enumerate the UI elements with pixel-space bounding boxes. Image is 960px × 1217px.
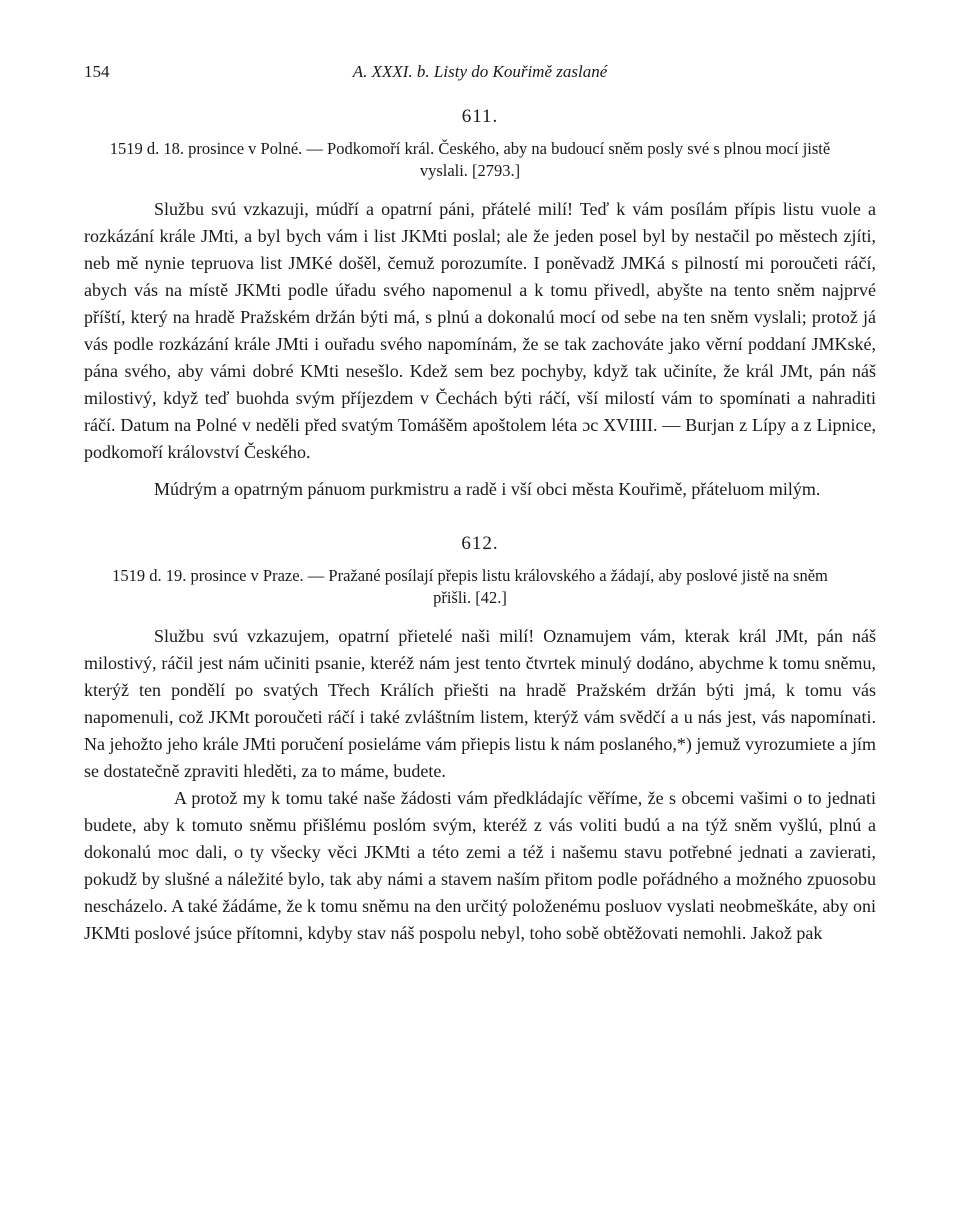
letter-body-paragraph: Službu svú vzkazuji, múdří a opatrní páni, přátelé milí! Teď k vám posílám přípis listu vuole a rozkázání krále JMti, a byl bych vám i list JKMti poslal; ale že jeden posel byl by nestačil po městech zjíti, neb mě nynie tepruova list JMKé došěl, čemuž porozumíte. I poněvadž JMKá s pilností mi poroučeti ráčí, abych vás na místě JKMti podle úřadu svého napomenul a k tomu přivedl, abyšte na tento sněm najprvé příští, který na hradě Pražském držán býti má, s plnú a dokonalú mocí od sebe na ten sněm vyslali; protož já vás podle rozkázání krále JMti i ouřadu svého napomínám, že se tak zachováte jako věrní poddaní JMKské, pána svého, aby vámi dobré KMti nesešlo. Kdež sem bez pochyby, když tak učiníte, že král JMt, pán náš milostivý, když teď buohda svým příjezdem v Čechách býti ráčí, vší milostí vám to spomínati a nahraditi ráčí. Datum na Polné v neděli před svatým Tomášěm apoštolem léta ɔc XVIIII. — Burjan z Lípy a z Lipnice, podkomoří království Českého.	[84, 199, 876, 462]
document-612	[84, 533, 876, 947]
document-number: 612.	[461, 533, 499, 554]
letter-body-paragraph: A protož my k tomu také naše žádosti vám předkládajíc věříme, že s obcemi vašimi o to jednati budete, aby k tomuto sněmu přišlému poslóm svým, kteréž z vás voliti budú a na týž sněm vyšlú, plnú a dokonalú moc dali, o ty všecky věci JKMti a této zemi a též i našemu stavu potřebné jednati a zavierati, pokudž by slušné a náležité bylo, tak aby námi a stavem naším přitom podle pořádného a možného zpuosobu nescházelo. A také žádáme, že k tomu sněmu na den určitý položenému posluov vyslati neobmeškáte, aby oni JKMti poslové jsúce přítomni, kdyby stav náš pospolu nebyl, toho sobě obtěžovati nemohli. Jakož pak	[84, 788, 876, 943]
page-number: 154	[84, 62, 110, 81]
running-title: A. XXXI. b. Listy do Kouřimě zaslané	[352, 62, 608, 81]
letter-address: Múdrým a opatrným pánuom purkmistru a radě i vší obci města Kouřimě, přáteluom milým.	[154, 479, 821, 499]
running-head	[84, 62, 876, 88]
letter-body-paragraph: Službu svú vzkazujem, opatrní přietelé naši milí! Oznamujem vám, kterak král JMt, pán náš milostivý, ráčil jest nám učiniti psanie, kteréž nám jest tento čtvrtek minulý dodáno, abychme k tomu sněmu, kterýž ten pondělí po svatých Třech Králích přiešti na hradě Pražském držán býti jmá, k tomu vás napomenuli, což JKMt poroučeti ráčí i také zvláštním listem, kterýž vám svědčí a u nás jest, vás napomínati. Na jehožto jeho krále JMti poručení posieláme vám přiepis listu k nám poslaného,*) jemuž vyrozumiete a jím se dostatečně zpraviti hleděti, za to máme, budete.	[84, 626, 876, 781]
document-number: 611.	[461, 106, 499, 127]
document-611	[84, 106, 876, 503]
document-summary: 1519 d. 19. prosince v Praze. — Pražané posílají přepis listu královského a žádají, aby poslové jistě na sněm přišli. [42.]	[112, 566, 828, 607]
document-summary: 1519 d. 18. prosince v Polné. — Podkomoří král. Českého, aby na budoucí sněm posly své s plnou mocí jistě vyslali. [2793.]	[109, 139, 831, 180]
